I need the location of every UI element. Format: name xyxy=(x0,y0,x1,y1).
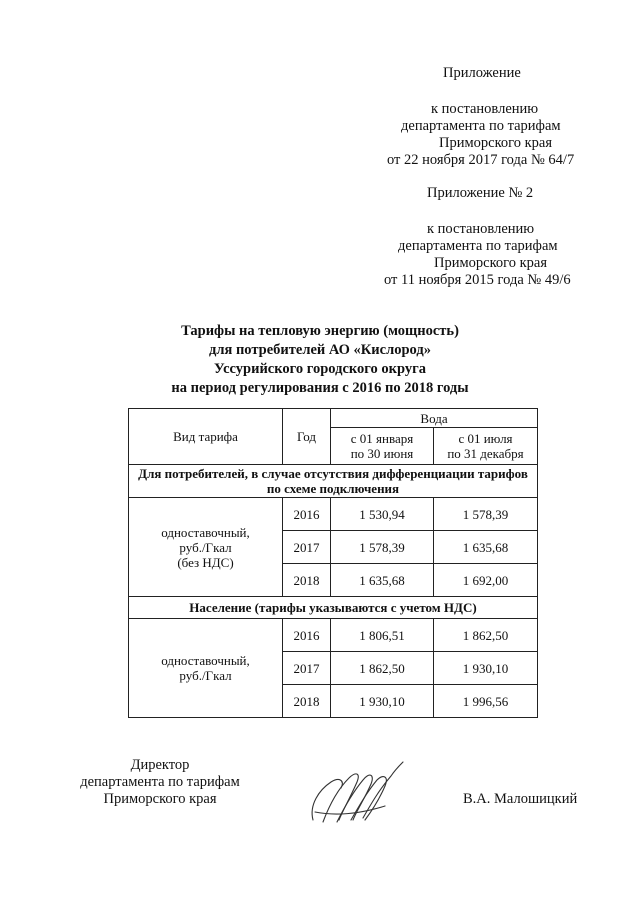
tariff-h2-cell: 1 635,68 xyxy=(434,531,538,564)
annex-line: от 22 ноября 2017 года № 64/7 xyxy=(387,152,575,168)
section-row-population: Население (тарифы указываются с учетом НДС) xyxy=(129,597,538,619)
tariff-table xyxy=(128,408,538,718)
tariff-h2-cell: 1 996,56 xyxy=(434,685,538,718)
tariff-h2-cell: 1 862,50 xyxy=(434,619,538,652)
tariff-h1-cell: 1 930,10 xyxy=(331,685,434,718)
tariff-type-label: одноставочный, xyxy=(161,653,250,668)
tariff-h1-cell: 1 862,50 xyxy=(331,652,434,685)
tariff-h2-cell: 1 930,10 xyxy=(434,652,538,685)
handwritten-signature xyxy=(305,760,405,830)
annex-heading: Приложение № 2 xyxy=(427,185,534,201)
annex-line: департамента по тарифам xyxy=(398,238,558,254)
document-title xyxy=(80,322,560,398)
title-line: для потребителей АО «Кислород» xyxy=(209,342,431,358)
tariff-vat-label: (без НДС) xyxy=(177,554,234,570)
annex-line: Приморского края xyxy=(439,135,553,151)
header-period-2-from: с 01 июля xyxy=(458,431,513,446)
tariff-h1-cell: 1 530,94 xyxy=(331,498,434,531)
tariff-type-cell xyxy=(129,619,283,718)
annex-line: к постановлению xyxy=(431,101,539,117)
header-period-1-to: по 30 июня xyxy=(350,446,414,461)
tariff-h2-cell: 1 692,00 xyxy=(434,564,538,597)
position-line: Приморского края xyxy=(103,791,217,807)
header-tariff-type: Вид тарифа xyxy=(129,409,283,465)
title-line: Уссурийского городского округа xyxy=(214,361,426,377)
position-line: Директор xyxy=(130,757,190,773)
title-line: Тарифы на тепловую энергию (мощность) xyxy=(181,323,459,339)
table-row xyxy=(129,619,538,652)
tariff-h2-cell: 1 578,39 xyxy=(434,498,538,531)
signer-name: В.А. Малошицкий xyxy=(463,791,578,807)
header-period-2-to: по 31 декабря xyxy=(447,446,524,461)
table-row xyxy=(129,498,538,531)
annex-line: Приморского края xyxy=(434,255,548,271)
tariff-unit-label: руб./Гкал xyxy=(179,539,232,555)
header-year: Год xyxy=(283,409,331,465)
tariff-type-cell xyxy=(129,498,283,597)
year-cell: 2016 xyxy=(283,619,331,652)
tariff-type-label: одноставочный, xyxy=(161,524,250,540)
title-line: на период регулирования с 2016 по 2018 годы xyxy=(171,380,469,396)
header-period-1 xyxy=(331,428,434,465)
tariff-h1-cell: 1 806,51 xyxy=(331,619,434,652)
tariff-h1-cell: 1 635,68 xyxy=(331,564,434,597)
header-water: Вода xyxy=(331,409,538,428)
annex-line: от 11 ноября 2015 года № 49/6 xyxy=(384,272,571,288)
section-title: по схеме подключения xyxy=(266,481,400,496)
section-title: Для потребителей, в случае отсутствия дифференциации тарифов xyxy=(138,466,528,481)
year-cell: 2016 xyxy=(283,498,331,531)
year-cell: 2018 xyxy=(283,685,331,718)
header-period-2 xyxy=(434,428,538,465)
header-period-1-from: с 01 января xyxy=(350,431,414,446)
year-cell: 2017 xyxy=(283,531,331,564)
year-cell: 2018 xyxy=(283,564,331,597)
tariff-h1-cell: 1 578,39 xyxy=(331,531,434,564)
section-row-general xyxy=(129,465,538,498)
tariff-unit-label: руб./Гкал xyxy=(179,668,232,683)
annex-line: департамента по тарифам xyxy=(401,118,561,134)
annex-heading: Приложение xyxy=(443,65,521,81)
signatory-position xyxy=(60,757,260,808)
position-line: департамента по тарифам xyxy=(80,774,240,790)
annex-line: к постановлению xyxy=(427,221,535,237)
year-cell: 2017 xyxy=(283,652,331,685)
